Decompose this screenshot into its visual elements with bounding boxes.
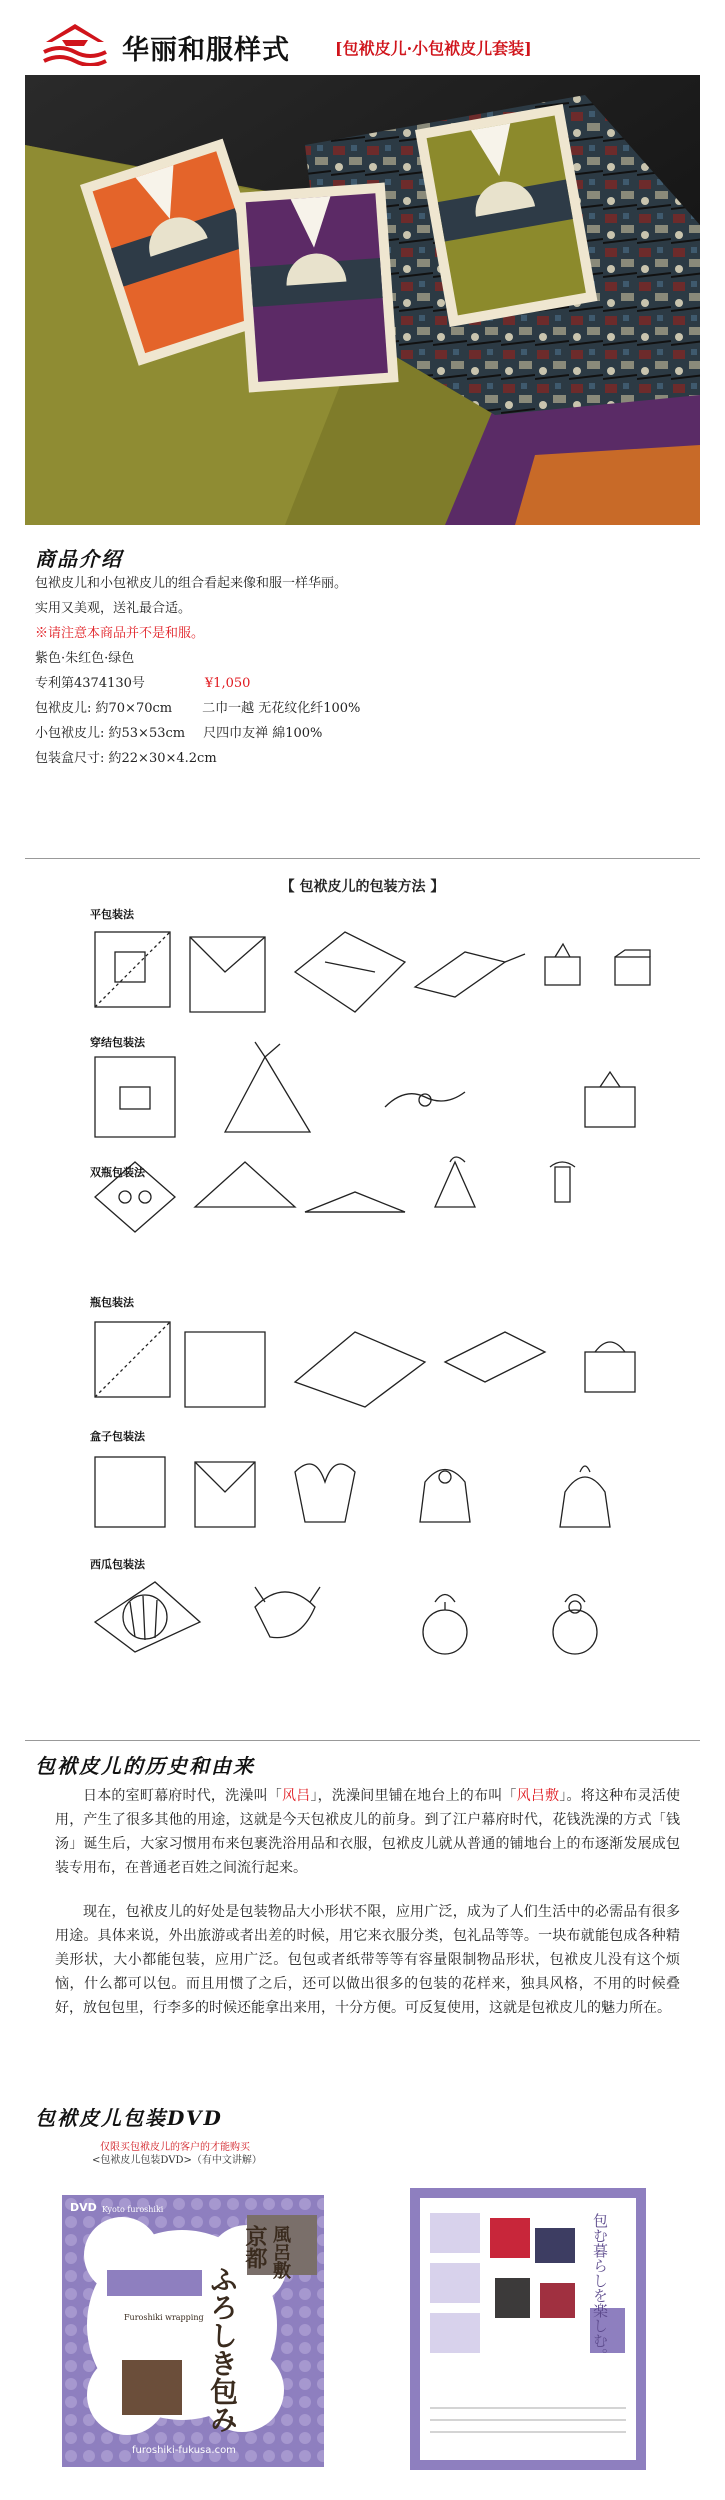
divider [25, 858, 700, 859]
product-intro [35, 573, 695, 773]
dvd-note: <包袱皮儿包装DVD>（有中文讲解） [92, 2155, 262, 2166]
header [0, 0, 725, 70]
cover-en2: Furoshiki wrapping [124, 2313, 204, 2322]
box-size: 包装盒尺寸: 約22×30×4.2cm [35, 751, 217, 766]
patent-number: 专利第4374130号 [35, 676, 145, 691]
spec-line [35, 698, 695, 719]
dvd-cover-front [62, 2195, 324, 2467]
hero-product-photo [25, 75, 700, 525]
method-label: 双瓶包装法 [90, 1166, 145, 1179]
two-bottle-wrap-steps [95, 1157, 575, 1232]
method-label: 平包装法 [90, 908, 134, 921]
dvd-label: DVD [70, 2201, 97, 2214]
shop-subtitle: [包袱皮儿·小包袱皮儿套装] [335, 39, 532, 58]
spec1-material: 二巾一越 无花纹化纤100% [202, 701, 361, 716]
method-label: 瓶包装法 [90, 1296, 134, 1309]
diagram-title: 【 包袱皮儿的包装方法 】 [280, 879, 445, 895]
cover-title: 風呂敷 [270, 2225, 291, 2279]
cover-en: Kyoto furoshiki [102, 2205, 164, 2214]
spec2-label: 小包袱皮儿: 約53×53cm [35, 726, 186, 741]
warning-note: ※请注意本商品并不是和服。 [35, 626, 205, 641]
logo [40, 22, 110, 66]
method-label: 盒子包装法 [90, 1430, 145, 1443]
history-text [55, 1784, 680, 2040]
method-label: 穿结包装法 [90, 1036, 145, 1049]
carry-wrap-steps [95, 1042, 635, 1137]
bottle-wrap-steps [95, 1322, 635, 1407]
intro-line: 实用又美观，送礼最合适。 [35, 601, 192, 616]
method-label: 西瓜包装法 [90, 1558, 145, 1571]
spec-line [35, 723, 695, 744]
dvd-heading: 包袱皮儿包装DVD [35, 2106, 223, 2130]
history-paragraph: 现在，包袱皮儿的好处是包装物品大小形状不限，应用广泛，成为了人们生活中的必需品有很多用途。具体来说，外出旅游或者出差的时候，用它来衣服分类，包礼品等等。一块布就能包成各种精美形状，大小都能包装，应用广泛。包包或者纸带等等有容量限制物品形状，包袱皮儿没有这个烦恼，什么都可以包。而且用惯了之后，还可以做出很多的包装的花样来，独具风格，不用的时候叠好，放包包里，行李多的时候还能拿出来用，十分方便。可反复使用，这就是包袱皮儿的魅力所在。 [55, 1904, 680, 2016]
cover-url: furoshiki-fukusa.com [132, 2445, 236, 2456]
spec2-material: 尺四巾友禅 綿100% [203, 726, 323, 741]
cover-main-title: ふろしき包み [206, 2265, 239, 2433]
spec1-label: 包袱皮儿: 約70×70cm [35, 701, 173, 716]
highlight-term: 风吕敷 [516, 1788, 560, 1804]
dvd-cover-back [410, 2188, 646, 2470]
text-run: 」。将这种布灵活使用，产生了很多其他的用途，这就是今天包袱皮儿的前身。到了江户幕府时代，花钱洗澡的方式「钱汤」诞生后，大家习惯用布来包裹洗浴用品和衣服，包袱皮儿就从普通的铺地台上的布逐渐发展成包装专用布，在普通老百姓之间流行起来。 [55, 1788, 681, 1876]
patent-line [35, 673, 695, 694]
back-title: 包む暮らしを楽しむ。 [591, 2213, 609, 2363]
shop-name: 华丽和服样式 [122, 35, 290, 66]
cover-title: 京都 [242, 2225, 268, 2269]
history-heading: 包袱皮儿的历史和由来 [35, 1754, 255, 1778]
text-run: 」，洗澡间里铺在地台上的布叫「 [310, 1788, 517, 1804]
box-wrap-steps [95, 1457, 610, 1527]
dvd-note: 仅限买包袱皮儿的客户的才能购买 [100, 2142, 250, 2153]
intro-line: 包袱皮儿和小包袱皮儿的组合看起来像和服一样华丽。 [35, 576, 348, 591]
color-list: 紫色·朱红色·绿色 [35, 651, 135, 666]
watermelon-wrap-steps [95, 1582, 597, 1654]
text-run: 日本的室町幕府时代，洗澡叫「 [83, 1788, 282, 1804]
wrapping-diagram [25, 862, 700, 1722]
history-paragraph [55, 1784, 680, 1880]
divider [25, 1740, 700, 1741]
intro-heading: 商品介绍 [35, 547, 123, 571]
highlight-term: 风吕 [282, 1788, 311, 1804]
flat-wrap-steps [95, 932, 650, 1012]
price: ¥1,050 [204, 676, 251, 691]
